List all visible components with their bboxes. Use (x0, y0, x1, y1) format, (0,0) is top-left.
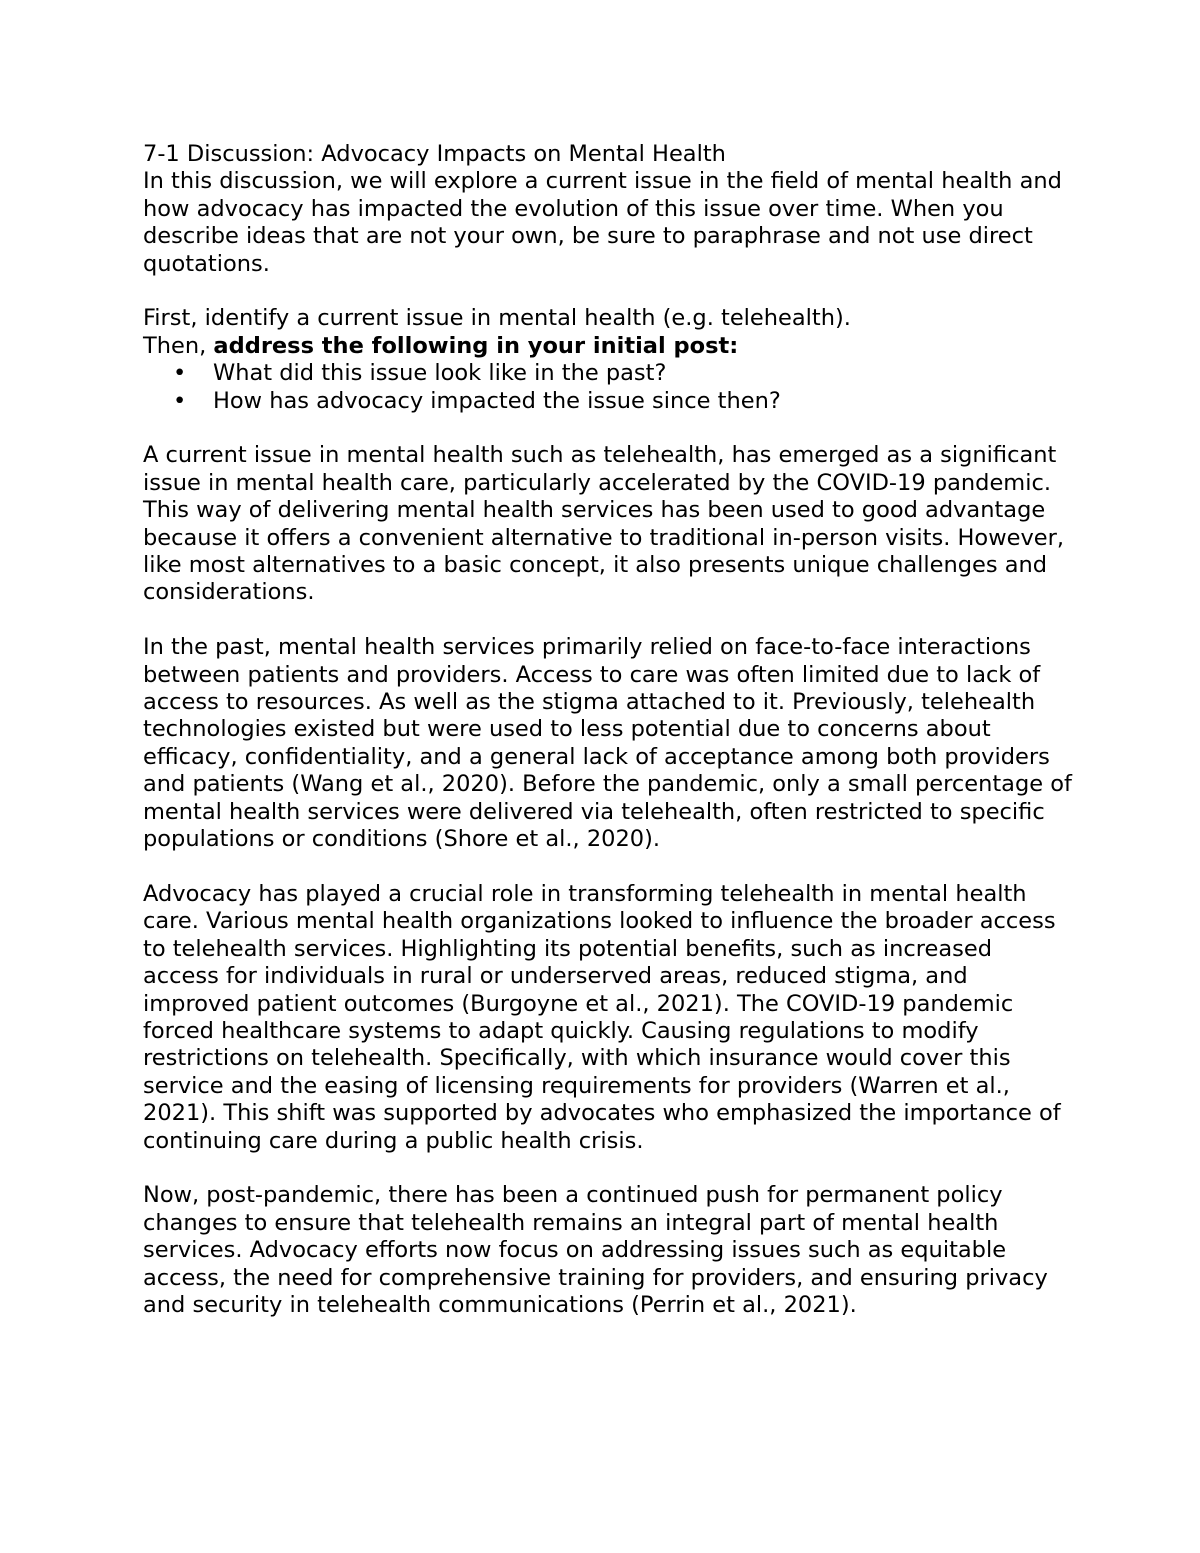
spacer (143, 278, 1073, 305)
intro-paragraph: In this discussion, we will explore a current issue in the field of mental health and how advocacy has impacted the evolution of this issue over time. When you describe ideas that are not your own, be sure to paraphrase and not use direct quotations. (143, 168, 1062, 277)
document-title: 7-1 Discussion: Advocacy Impacts on Mental Health (143, 141, 726, 167)
spacer (143, 607, 1073, 634)
then-bold-text: address the following in your initial post: (213, 332, 739, 359)
spacer (143, 415, 1073, 442)
body-paragraph-past: In the past, mental health services primarily relied on face-to-face interactions between patients and providers. Access to care was often limited due to lack of access to resources. As well as the stigma attached to it. Previously, telehealth technologies existed but were used to less potential due to concerns about efficacy, confidentiality, and a general lack of acceptance among both providers and patients (Wang et al., 2020). Before the pandemic, only a small percentage of mental health services were delivered via telehealth, often restricted to specific populations or conditions (Shore et al., 2020). (143, 634, 1072, 853)
body-paragraph-advocacy: Advocacy has played a crucial role in transforming telehealth in mental health care. Various mental health organizations looked to influence the broader access to telehealth services. Highlighting its potential benefits, such as increased access for individuals in rural or underserved areas, reduced stigma, and improved patient outcomes (Burgoyne et al., 2021). The COVID-19 pandemic forced healthcare systems to adapt quickly. Causing regulations to modify restrictions on telehealth. Specifically, with which insurance would cover this service and the easing of licensing requirements for providers (Warren et al., 2021). This shift was supported by advocates who emphasized the importance of continuing care during a public health crisis. (143, 880, 1061, 1154)
list-item-text: What did this issue look like in the past? (213, 360, 667, 387)
first-step-instruction: First, identify a current issue in mental health (e.g. telehealth). (143, 305, 851, 332)
body-paragraph-post-pandemic: Now, post-pandemic, there has been a continued push for permanent policy changes to ensure that telehealth remains an integral part of mental health services. Advocacy efforts now focus on addressing issues such as equitable access, the need for comprehensive training for providers, and ensuring privacy and security in telehealth communications (Perrin et al., 2021). (143, 1182, 1048, 1318)
then-prefix: Then, (143, 332, 214, 359)
list-item (143, 388, 1073, 415)
list-item-text: How has advocacy impacted the issue since then? (213, 387, 781, 414)
question-list (143, 360, 1073, 415)
spacer (143, 1155, 1073, 1182)
bullet-icon: • (173, 387, 187, 414)
spacer (143, 854, 1073, 881)
body-paragraph-current-issue: A current issue in mental health such as telehealth, has emerged as a significant issue in mental health care, particularly accelerated by the COVID-19 pandemic. This way of delivering mental health services has been used to good advantage because it offers a convenient alternative to traditional in-person visits. However, like most alternatives to a basic concept, it also presents unique challenges and considerations. (143, 442, 1065, 606)
document-page (143, 141, 1073, 1319)
list-item (143, 360, 1073, 387)
then-instruction (143, 333, 1073, 360)
bullet-icon: • (173, 360, 187, 387)
